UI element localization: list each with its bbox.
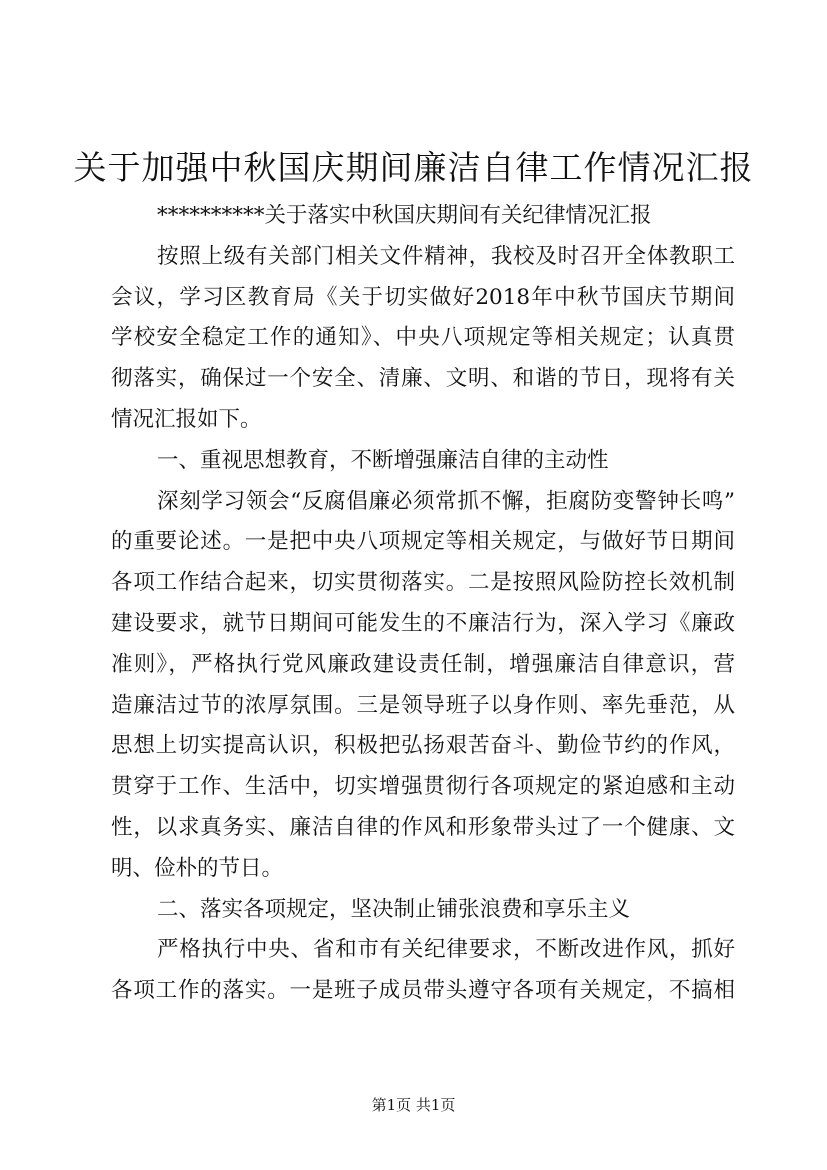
paragraph-line: 明、俭朴的节日。 bbox=[111, 855, 284, 881]
paragraph-line: 情况汇报如下。 bbox=[111, 406, 262, 432]
paragraph-line: 严格执行中央、省和市有关纪律要求，不断改进作风，抓好 bbox=[157, 937, 735, 963]
paragraph-line: 准则》，严格执行党风廉政建设责任制，增强廉洁自律意识，营 bbox=[111, 651, 735, 677]
paragraph-line: 贯穿于工作、生活中，切实增强贯彻行各项规定的紧迫感和主动 bbox=[111, 774, 735, 800]
paragraph-line: 各项工作的落实。一是班子成员带头遵守各项有关规定，不搞相 bbox=[111, 978, 735, 1004]
section-heading: 一、重视思想教育，不断增强廉洁自律的主动性 bbox=[157, 447, 609, 473]
subtitle-line: **********关于落实中秋国庆期间有关纪律情况汇报 bbox=[157, 203, 652, 228]
paragraph-line: 性，以求真务实、廉洁自律的作风和形象带头过了一个健康、文 bbox=[111, 814, 735, 840]
document-title: 关于加强中秋国庆期间廉洁自律工作情况汇报 bbox=[73, 148, 754, 187]
paragraph-line: 造廉洁过节的浓厚氛围。三是领导班子以身作则、率先垂范，从 bbox=[111, 692, 735, 718]
page-number: 第1页 共1页 bbox=[371, 1096, 456, 1114]
paragraph-line: 学校安全稳定工作的通知》、中央八项规定等相关规定；认真贯 bbox=[111, 325, 735, 351]
paragraph-line: 各项工作结合起来，切实贯彻落实。二是按照风险防控长效机制 bbox=[111, 570, 735, 596]
paragraph-line: 的重要论述。一是把中央八项规定等相关规定，与做好节日期间 bbox=[111, 529, 735, 555]
paragraph-line: 深刻学习领会“反腐倡廉必须常抓不懈，拒腐防变警钟长鸣” bbox=[157, 488, 735, 514]
section-heading: 二、落实各项规定，坚决制止铺张浪费和享乐主义 bbox=[157, 896, 631, 922]
paragraph-line: 思想上切实提高认识，积极把弘扬艰苦奋斗、勤俭节约的作风， bbox=[111, 733, 735, 759]
paragraph-line: 建设要求，就节日期间可能发生的不廉洁行为，深入学习《廉政 bbox=[111, 610, 735, 636]
paragraph-line: 按照上级有关部门相关文件精神，我校及时召开全体教职工 bbox=[157, 243, 735, 269]
paragraph-line: 彻落实，确保过一个安全、清廉、文明、和谐的节日，现将有关 bbox=[111, 366, 735, 392]
document-body bbox=[111, 196, 735, 1012]
paragraph-line: 会议，学习区教育局《关于切实做好2018年中秋节国庆节期间 bbox=[111, 284, 735, 310]
